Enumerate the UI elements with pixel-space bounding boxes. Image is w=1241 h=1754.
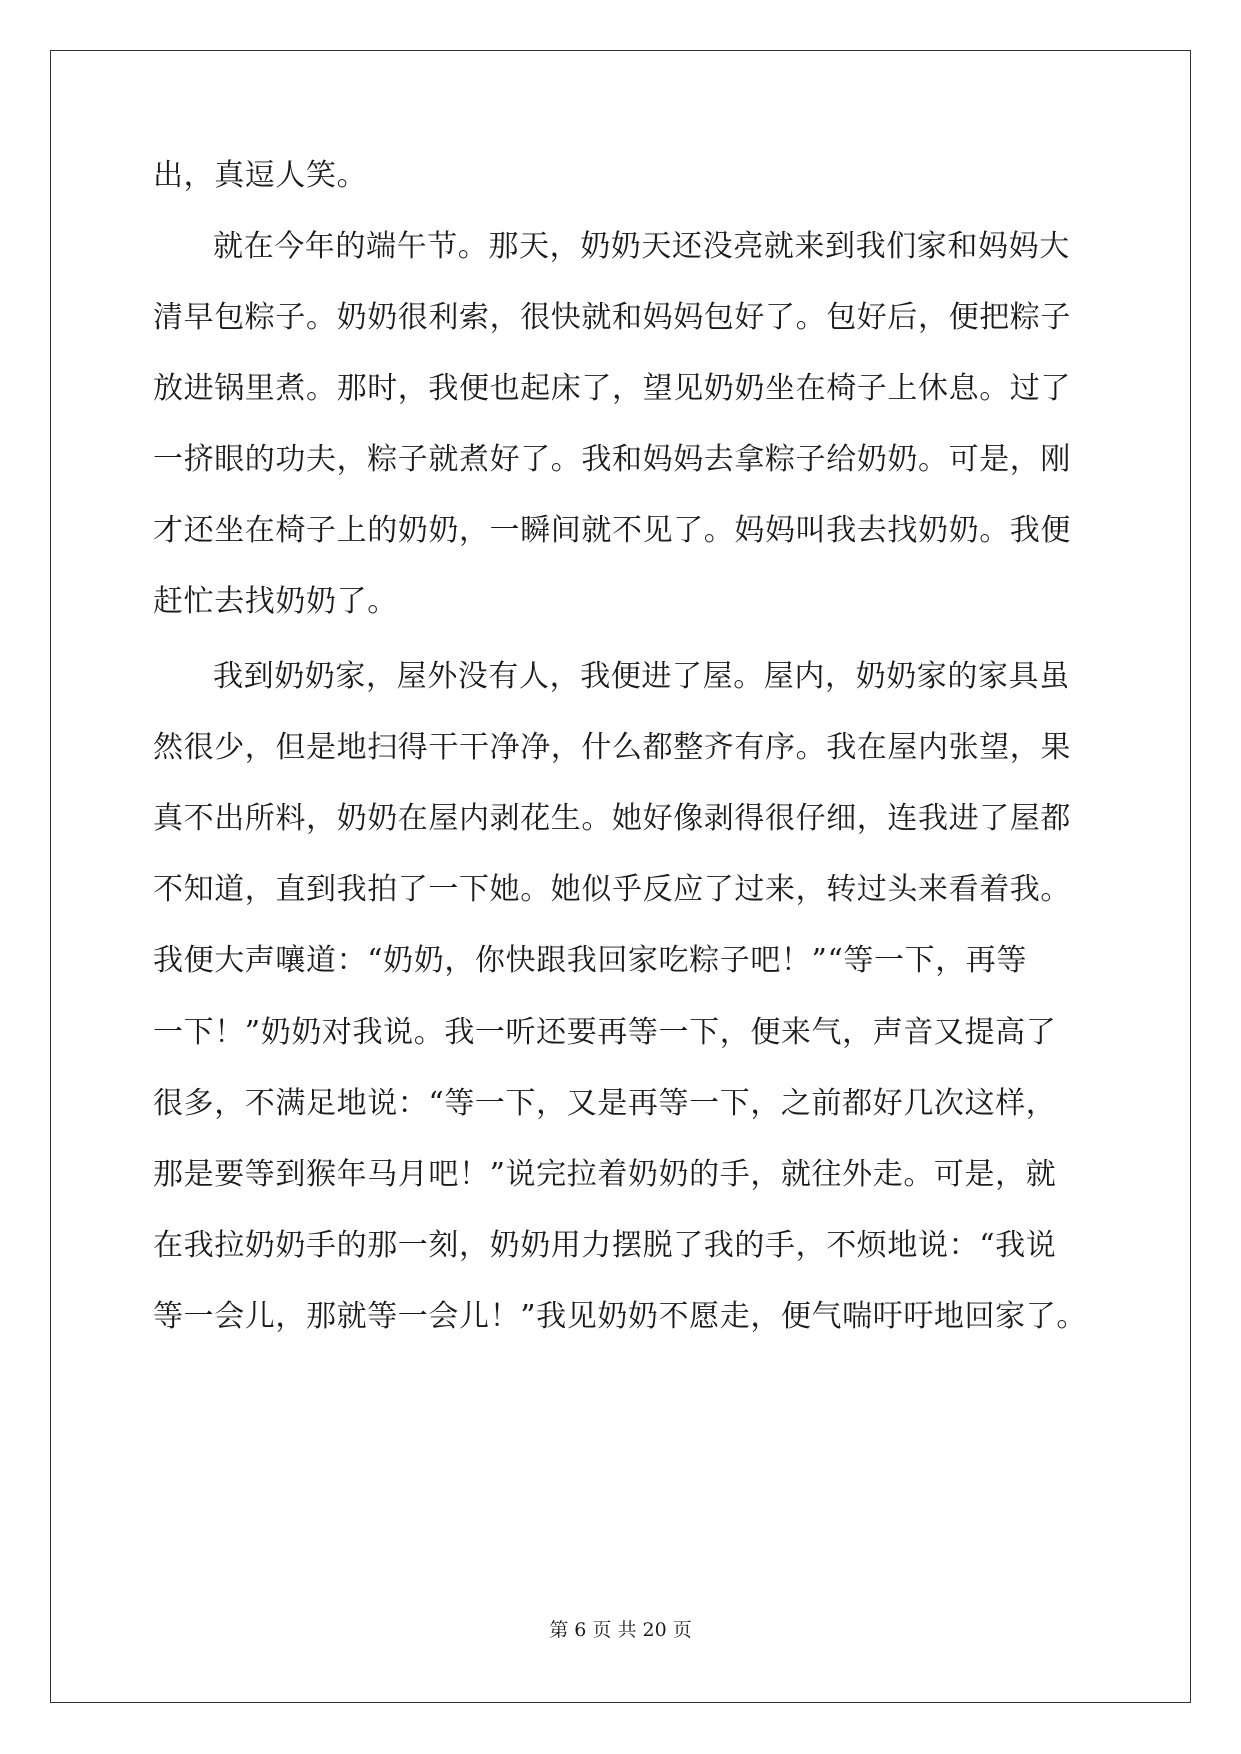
body-line: 出，真逗人笑。	[153, 158, 368, 193]
paragraph-start-line: 我到奶奶家，屋外没有人，我便进了屋。屋内，奶奶家的家具虽	[213, 659, 1070, 694]
body-line: 才还坐在椅子上的奶奶，一瞬间就不见了。妈妈叫我去找奶奶。我便	[153, 513, 1071, 548]
paragraph-start-line: 就在今年的端午节。那天，奶奶天还没亮就来到我们家和妈妈大	[213, 229, 1070, 264]
body-line: 我便大声嚷道：“奶奶，你快跟我回家吃粽子吧！”“等一下，再等	[153, 943, 1028, 978]
body-line: 一下！”奶奶对我说。我一听还要再等一下，便来气，声音又提高了	[153, 1015, 1057, 1050]
body-line: 那是要等到猴年马月吧！”说完拉着奶奶的手，就往外走。可是，就	[153, 1157, 1057, 1192]
body-line: 放进锅里煮。那时，我便也起床了，望见奶奶坐在椅子上休息。过了	[153, 371, 1071, 406]
page-number-footer: 第 6 页 共 20 页	[549, 1619, 692, 1641]
body-line: 不知道，直到我拍了一下她。她似乎反应了过来，转过头来看着我。	[153, 872, 1071, 907]
body-line: 等一会儿，那就等一会儿！”我见奶奶不愿走，便气喘吁吁地回家了。	[153, 1299, 1087, 1334]
body-line: 在我拉奶奶手的那一刻，奶奶用力摆脱了我的手，不烦地说：“我说	[153, 1228, 1057, 1263]
body-line: 赶忙去找奶奶了。	[153, 584, 398, 619]
body-line: 很多，不满足地说：“等一下，又是再等一下，之前都好几次这样，	[153, 1086, 1057, 1121]
body-line: 然很少，但是地扫得干干净净，什么都整齐有序。我在屋内张望，果	[153, 730, 1071, 765]
body-line: 真不出所料，奶奶在屋内剥花生。她好像剥得很仔细，连我进了屋都	[153, 801, 1071, 836]
body-line: 清早包粽子。奶奶很利索，很快就和妈妈包好了。包好后，便把粽子	[153, 300, 1071, 335]
body-line: 一挤眼的功夫，粽子就煮好了。我和妈妈去拿粽子给奶奶。可是，刚	[153, 442, 1071, 477]
